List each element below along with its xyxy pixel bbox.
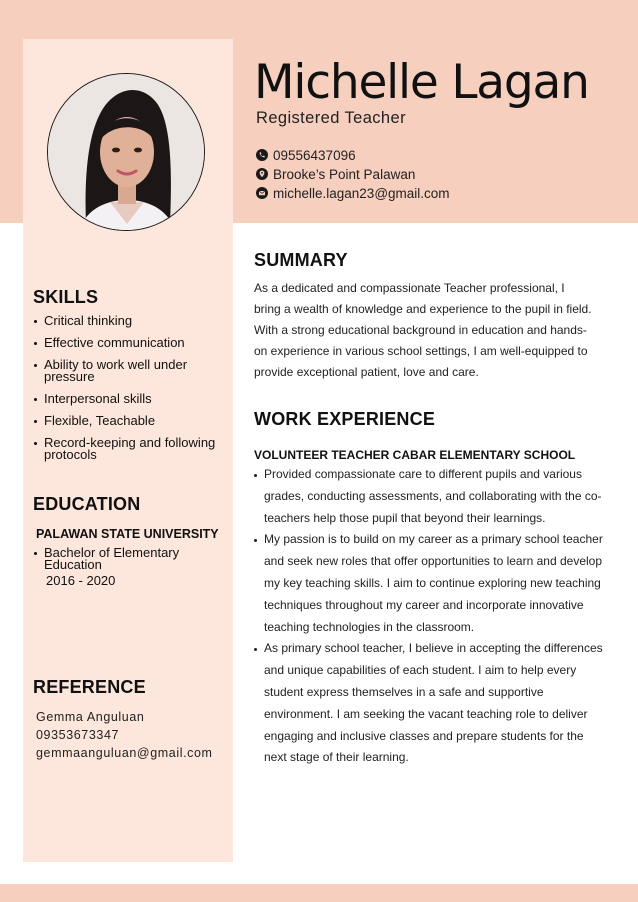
footer-band <box>0 884 638 902</box>
skill-item: Critical thinking <box>33 315 228 327</box>
contact-location <box>256 165 556 183</box>
education-list <box>33 547 203 571</box>
candidate-name: Michelle Lagan <box>254 55 589 110</box>
education-years: 2016 - 2020 <box>46 573 116 588</box>
work-bullets <box>254 464 609 769</box>
contact-email <box>256 184 556 202</box>
portrait-illustration <box>48 74 205 231</box>
work-position: VOLUNTEER TEACHER CABAR ELEMENTARY SCHOOL <box>254 448 576 462</box>
reference-phone: 09353673347 <box>36 728 120 742</box>
summary-text: As a dedicated and compassionate Teacher professional, I bring a wealth of knowledge and experience to the pupil in field. With a strong educational background in education and hands-on experience in various school settings, I am well-equipped to provide exceptional patient, love and care. <box>254 281 592 379</box>
reference-heading: REFERENCE <box>33 677 146 697</box>
profile-photo <box>47 73 205 231</box>
reference-email: gemmaanguluan@gmail.com <box>36 746 213 760</box>
education-heading: EDUCATION <box>33 494 141 514</box>
skill-item: Effective communication <box>33 337 228 349</box>
phone-icon <box>256 149 268 161</box>
work-bullet: As primary school teacher, I believe in accepting the differences and unique capabilities of each student. I aim to help every student express themselves in a safe and supportive environment. I am seeking the vacant teaching role to deliver engaging and inclusive classes and prepare students for the next stage of their learning. <box>254 638 609 769</box>
work-bullet: My passion is to build on my career as a primary school teacher and seek new roles that offer opportunities to learn and develop my key teaching skills. I aim to continue exploring new teaching techniques throughout my career and incorporate innovative teaching technologies in the classroom. <box>254 529 609 638</box>
location-text: Brooke’s Point Palawan <box>273 166 416 182</box>
skill-item: Ability to work well under pressure <box>33 359 228 383</box>
phone-number: 09556437096 <box>273 147 356 163</box>
location-pin-icon <box>256 168 268 180</box>
education-degree: Bachelor of Elementary Education <box>33 547 203 571</box>
work-heading: WORK EXPERIENCE <box>254 409 436 429</box>
skill-item: Flexible, Teachable <box>33 415 228 427</box>
skill-item: Record-keeping and following protocols <box>33 437 228 461</box>
reference-name: Gemma Anguluan <box>36 710 145 724</box>
work-bullet: Provided compassionate care to different pupils and various grades, conducting assessments, and collaborating with the co-teachers help those pupil that beyond their learnings. <box>254 464 609 529</box>
skill-item: Interpersonal skills <box>33 393 228 405</box>
skills-heading: SKILLS <box>33 287 99 307</box>
email-address: michelle.lagan23@gmail.com <box>273 185 450 201</box>
summary-heading: SUMMARY <box>254 250 348 270</box>
contact-phone <box>256 146 556 164</box>
skills-list <box>33 315 228 461</box>
education-school: PALAWAN STATE UNIVERSITY <box>36 527 219 541</box>
candidate-role: Registered Teacher <box>256 109 406 127</box>
email-icon <box>256 187 268 199</box>
